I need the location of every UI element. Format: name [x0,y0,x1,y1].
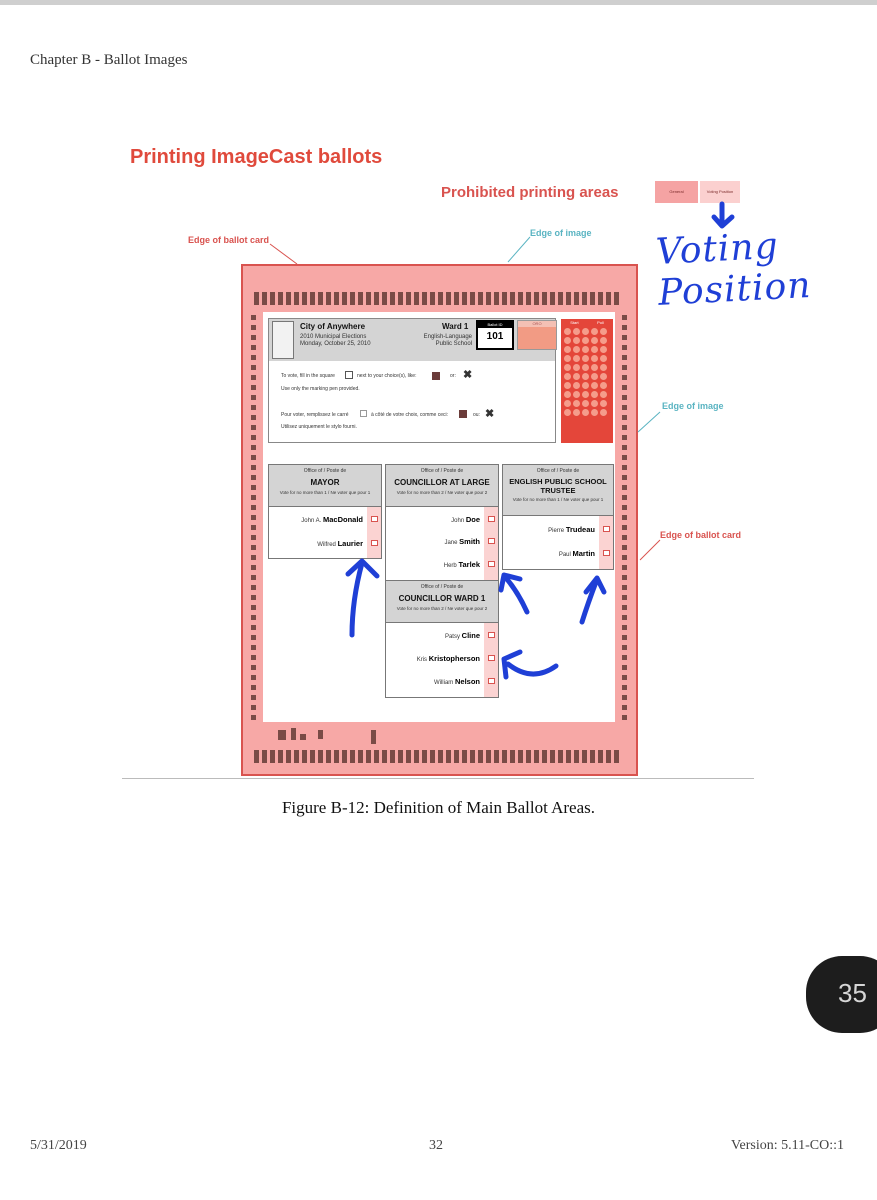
office-label: Office of / Poste de [536,468,580,474]
instruction-fr-2: Utilisez uniquement le stylo fourni. [281,424,357,430]
contest-instructions: Vote for no more than 1 / Ne voter que pour 1 [279,490,371,495]
figure-caption: Figure B-12: Definition of Main Ballot Areas. [281,798,596,817]
bubble-header-poll: Poll [597,320,604,325]
callout-line [270,244,297,264]
contest-instructions: Vote for no more than 1 / Ne voter que pour 1 [512,497,604,502]
callout-line [508,237,530,262]
election-date: Monday, October 25, 2010 [300,341,371,347]
footer-page: 32 [429,1138,443,1153]
contest-title: ENGLISH PUBLIC SCHOOL TRUSTEE [509,477,607,495]
legend-general-swatch: General [655,181,698,203]
candidate-name: Jane Smith [444,537,480,546]
candidate-name: Paul Martin [558,549,595,558]
candidate-name: Pierre Trudeau [548,525,595,534]
callout-edge-card-right: Edge of ballot card [660,530,742,540]
candidate-name: William Nelson [433,677,480,686]
instruction-en-or: or: [450,373,456,379]
oro-label: ORO [518,321,556,327]
ward-label: Ward 1 [442,322,469,331]
city-name: City of Anywhere [300,322,366,331]
candidate-name: John A. MacDonald [301,515,363,524]
callout-line [638,412,660,432]
candidate-name: Kris Kristopherson [416,654,480,663]
instruction-fr-1b: à côté de votre choix, comme ceci: [371,412,448,418]
candidate-name: Wilfred Laurier [317,539,363,548]
candidate-name: John Doe [451,515,480,524]
bubble-header-start: Start [570,320,579,325]
instruction-fr-ou: ou: [473,412,480,418]
ballot-id-value: 101 [486,331,504,342]
hand-arrow [352,563,362,635]
contest-title: MAYOR [310,478,340,487]
contest-instructions: Vote for no more than 2 / Ne voter que pour 2 [396,490,488,495]
figure-divider [122,778,754,779]
contest-title: COUNCILLOR AT LARGE [394,478,490,487]
hand-arrow [508,664,556,674]
contest-instructions: Vote for no more than 2 / Ne voter que pour 2 [396,606,488,611]
candidate-name: Herb Tarlek [443,560,480,569]
figure-title: Printing ImageCast ballots [130,146,383,168]
office-label: Office of / Poste de [420,468,464,474]
footer-version: Version: 5.11-CO::1 [730,1138,844,1153]
page-number-badge-text: 35 [838,978,867,1008]
instruction-en-2: Use only the marking pen provided. [281,386,360,392]
contest-title: COUNCILLOR WARD 1 [398,594,486,603]
callout-edge-image-right: Edge of image [662,401,724,411]
page-number-badge[interactable] [806,956,877,1033]
candidate-name: Patsy Cline [444,631,480,640]
school-label: English-Language Public School [423,334,472,347]
election-name: 2010 Municipal Elections [300,334,367,340]
prohibited-areas-label: Prohibited printing areas [441,184,619,201]
handwritten-voting-position-note: Voting Position [655,225,813,314]
example-cross-icon: ✖ [463,369,473,381]
office-label: Office of / Poste de [303,468,347,474]
callout-edge-card-top: Edge of ballot card [188,235,270,245]
office-label: Office of / Poste de [420,584,464,590]
callout-line [640,540,660,560]
footer-date: 5/31/2019 [30,1138,87,1153]
callout-edge-image-top: Edge of image [530,228,592,238]
hand-arrow [506,578,527,612]
instruction-en-1a: To vote, fill in the square [281,373,335,379]
ballot-id-label: Ballot ID [478,322,512,328]
example-cross-icon: ✖ [485,408,495,420]
legend-voting-swatch: Voting Position [700,181,740,203]
chapter-header: Chapter B - Ballot Images [30,52,188,68]
instruction-fr-1a: Pour voter, remplissez le carré [281,412,349,418]
instruction-en-1b: next to your choice(s), like: [357,373,417,379]
